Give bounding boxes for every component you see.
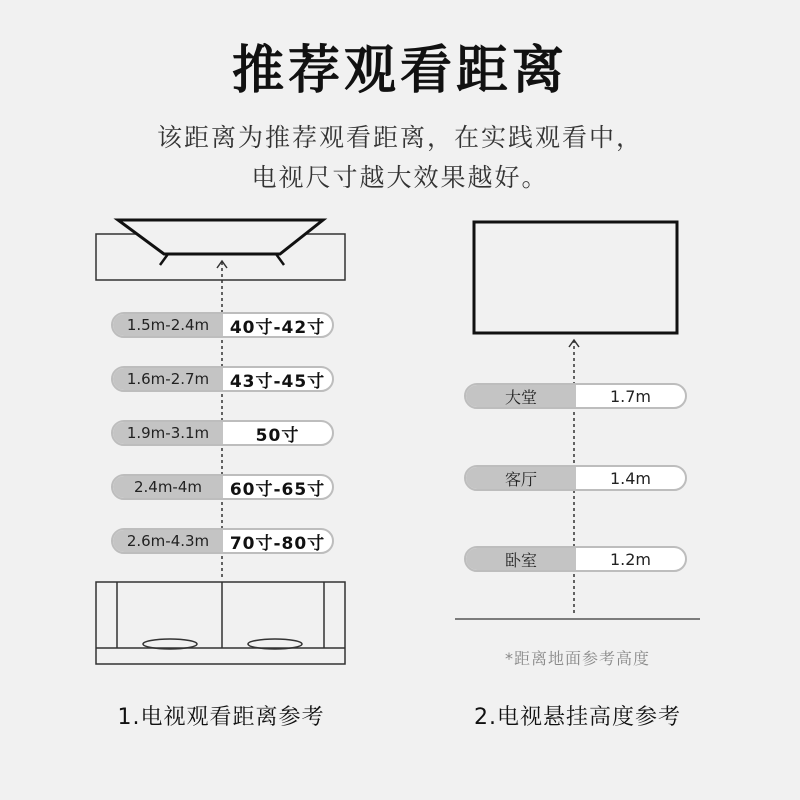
tv-size: 43寸-45寸 [229, 371, 326, 392]
sofa-icon [96, 582, 345, 664]
subtitle-line-1: 该距离为推荐观看距离，在实践观看中， [156, 123, 643, 152]
subtitle-line-2: 电视尺寸越大效果越好。 [251, 163, 549, 192]
height-row [464, 383, 687, 409]
floor-note: *距离地面参考高度 [504, 649, 650, 668]
height-arrow-head [569, 340, 579, 347]
room-name: 卧室 [466, 548, 576, 570]
tv-size: 50寸 [255, 425, 300, 446]
tv-leg-right [276, 254, 284, 265]
distance-range: 1.9m-3.1m [113, 422, 223, 444]
distance-row [111, 312, 334, 338]
distance-range: 1.6m-2.7m [113, 368, 223, 390]
caption-viewing-distance: 1.电视观看距离参考 [117, 705, 325, 730]
distance-row [111, 420, 334, 446]
distance-range: 1.5m-2.4m [113, 314, 223, 336]
mount-height: 1.4m [609, 468, 652, 488]
room-name: 大堂 [466, 385, 576, 407]
distance-range: 2.6m-4.3m [113, 530, 223, 552]
distance-row [111, 474, 334, 500]
mount-height: 1.7m [609, 386, 652, 406]
tv-leg-left [160, 254, 168, 265]
distance-range: 2.4m-4m [113, 476, 223, 498]
tv-size: 60寸-65寸 [229, 479, 326, 500]
tv-size: 40寸-42寸 [229, 317, 326, 338]
wall-tv-icon [474, 222, 677, 333]
height-row [464, 546, 687, 572]
tv-icon [118, 220, 323, 254]
mount-height: 1.2m [609, 549, 652, 569]
caption-mount-height: 2.电视悬挂高度参考 [474, 705, 681, 730]
distance-row [111, 528, 334, 554]
height-row [464, 465, 687, 491]
distance-row [111, 366, 334, 392]
tv-size: 70寸-80寸 [229, 533, 326, 554]
page-title: 推荐观看距离 [231, 41, 568, 101]
room-name: 客厅 [466, 467, 576, 489]
